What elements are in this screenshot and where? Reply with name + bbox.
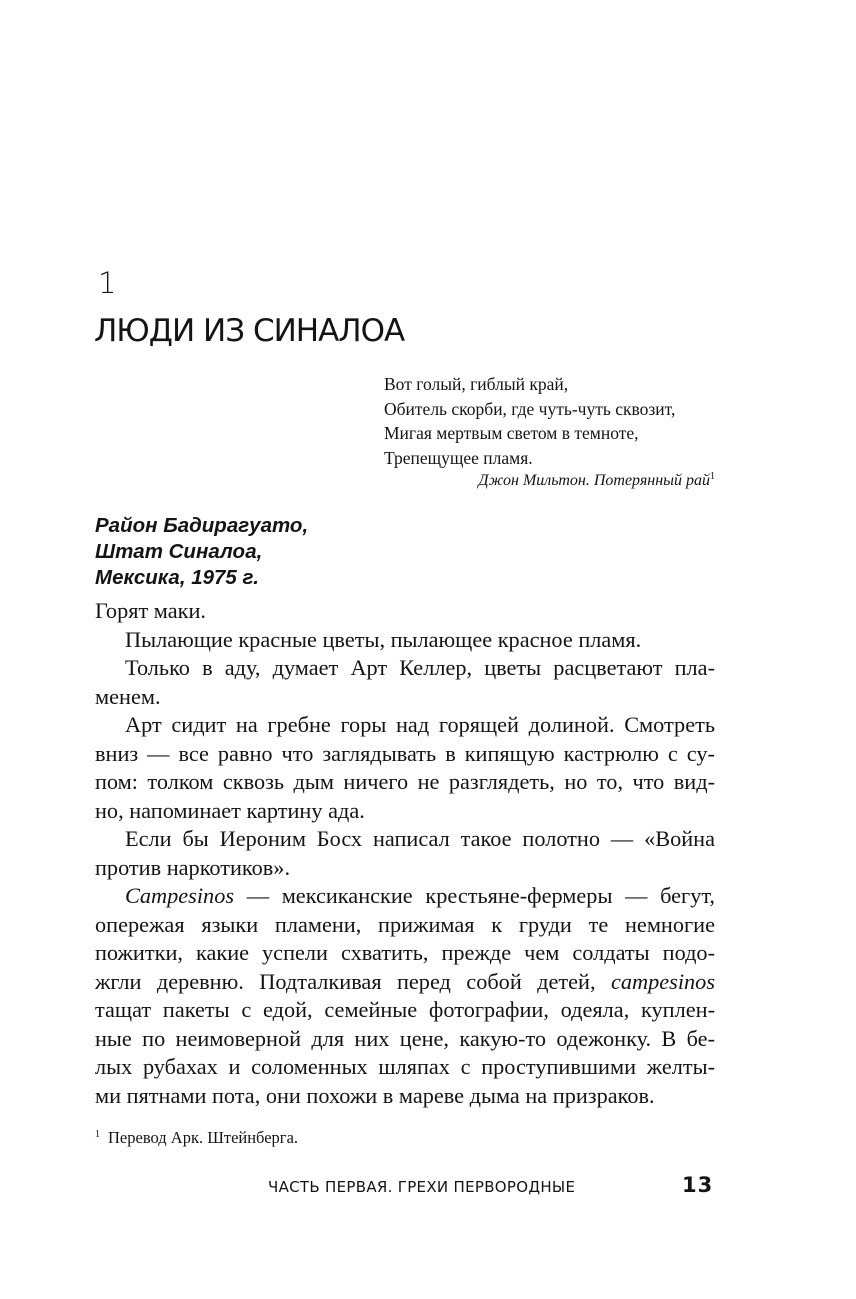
footnote-marker: 1 <box>95 1129 100 1140</box>
paragraph-line: лых рубахах и соломенных шляпах с проступившими желты- <box>95 1054 715 1079</box>
epigraph-source <box>384 466 715 492</box>
paragraph-line: Арт сидит на гребне горы над горящей долиной. Смотреть <box>125 712 715 737</box>
body-text <box>95 597 715 1110</box>
location-line: Район Бадирагуато, <box>95 514 309 537</box>
epigraph-line: Вот голый, гиблый край, <box>384 374 569 394</box>
paragraph-line: вниз — все равно что заглядывать в кипящую кастрюлю с су- <box>95 740 715 766</box>
paragraph-line: но, напоминает картину ада. <box>95 797 365 823</box>
italic-term: Campesinos <box>125 883 235 908</box>
epigraph <box>384 372 724 470</box>
paragraph-line <box>95 968 715 997</box>
italic-term: campesinos <box>610 968 715 994</box>
chapter-number: 1 <box>98 266 117 300</box>
paragraph-line: Если бы Иероним Босх написал такое полотно — «Война <box>125 826 715 851</box>
paragraph-fragment: жгли деревню. Подталкивая перед собой детей, <box>95 968 611 994</box>
running-footer-title: ЧАСТЬ ПЕРВАЯ. ГРЕХИ ПЕРВОРОДНЫЕ <box>268 1178 576 1196</box>
epigraph-line: Трепещущее пламя. <box>384 447 533 468</box>
paragraph-line: ми пятнами пота, они похожи в мареве дыма на призраков. <box>95 1082 655 1108</box>
location-line: Мексика, 1975 г. <box>95 566 259 589</box>
paragraph-line <box>95 882 715 911</box>
footnote <box>95 1124 298 1149</box>
paragraph-fragment: — мексиканские крестьяне-фермеры — бегут, <box>234 883 715 908</box>
paragraph-line: Горят маки. <box>95 598 206 623</box>
epigraph-line: Обитель скорби, где чуть-чуть сквозит, <box>384 398 676 419</box>
location-heading <box>95 513 308 591</box>
paragraph-line: опережая языки пламени, прижимая к груди те немногие <box>95 911 715 937</box>
paragraph-line: тащат пакеты с едой, семейные фотографии, одеяла, куплен- <box>95 997 715 1022</box>
footnote-reference[interactable]: 1 <box>710 471 715 482</box>
paragraph-line: против наркотиков». <box>95 854 291 880</box>
epigraph-source-text: Джон Мильтон. Потерянный рай <box>478 472 710 489</box>
paragraph-line: пом: толком сквозь дым ничего не разглядеть, но то, что вид- <box>95 769 715 794</box>
paragraph-line: менем. <box>95 683 161 709</box>
epigraph-line: Мигая мертвым светом в темноте, <box>384 423 639 443</box>
footnote-text: Перевод Арк. Штейнберга. <box>108 1128 299 1147</box>
location-line: Штат Синалоа, <box>95 540 263 563</box>
chapter-title: ЛЮДИ ИЗ СИНАЛОА <box>94 313 405 349</box>
paragraph-line: ные по неимоверной для них цене, какую-то одежонку. В бе- <box>95 1025 715 1051</box>
paragraph-line: Пылающие красные цветы, пылающее красное пламя. <box>125 626 642 652</box>
paragraph-line: Только в аду, думает Арт Келлер, цветы расцветают пла- <box>125 655 715 680</box>
paragraph-line: пожитки, какие успели схватить, прежде чем солдаты подо- <box>95 940 715 965</box>
page-number: 13 <box>682 1173 714 1197</box>
